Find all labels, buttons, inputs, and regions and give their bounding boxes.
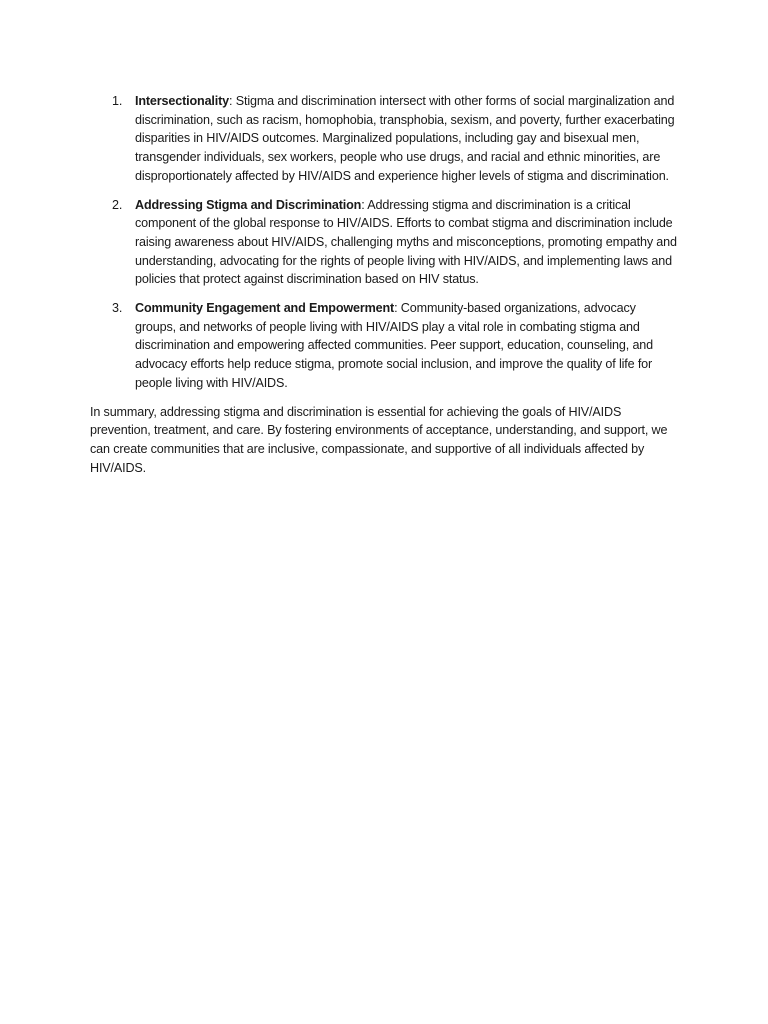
list-item-text: : Community-based organizations, advocacy groups, and networks of people living with HIV/AIDS play a vital role in combating stigma and discrimination and empowering affected communities. Peer support, education, counseling, and advocacy efforts help reduce stigma, promote social inclusion, and improve the quality of life for people living with HIV/AIDS. — [135, 301, 654, 390]
list-item-intersectionality — [90, 92, 680, 186]
list-item-term: Intersectionality — [135, 94, 230, 108]
numbered-list — [90, 92, 680, 393]
list-item-text: : Stigma and discrimination intersect with other forms of social marginalization and discrimination, such as racism, homophobia, transphobia, sexism, and poverty, further exacerbating disparities in HIV/AIDS outcomes. Marginalized populations, including gay and bisexual men, transgender individuals, sex workers, people who use drugs, and racial and ethnic minorities, are disproportionately affected by HIV/AIDS and experience higher levels of stigma and discrimination. — [135, 94, 675, 183]
list-item-number: 1. — [112, 94, 123, 108]
list-item-community-engagement — [90, 299, 680, 393]
list-item-text: : Addressing stigma and discrimination is a critical component of the global response to HIV/AIDS. Efforts to combat stigma and discrimination include raising awareness about HIV/AIDS, challenging myths and misconceptions, promoting empathy and understanding, advocating for the rights of people living with HIV/AIDS, and implementing laws and policies that protect against discrimination based on HIV status. — [135, 197, 677, 287]
document-body — [90, 92, 680, 477]
list-item-term: Community Engagement and Empowerment — [135, 301, 395, 316]
list-item-term: Addressing Stigma and Discrimination — [135, 197, 362, 212]
list-item-number: 2. — [112, 197, 123, 212]
summary-paragraph: In summary, addressing stigma and discrimination is essential for achieving the goals of HIV/AIDS prevention, treatment, and care. By fostering environments of acceptance, understanding, and support, we can create communities that are inclusive, compassionate, and supportive of all individuals affected by HIV/AIDS. — [90, 404, 668, 475]
list-item-number: 3. — [112, 301, 123, 316]
list-item-addressing-stigma — [90, 196, 680, 290]
